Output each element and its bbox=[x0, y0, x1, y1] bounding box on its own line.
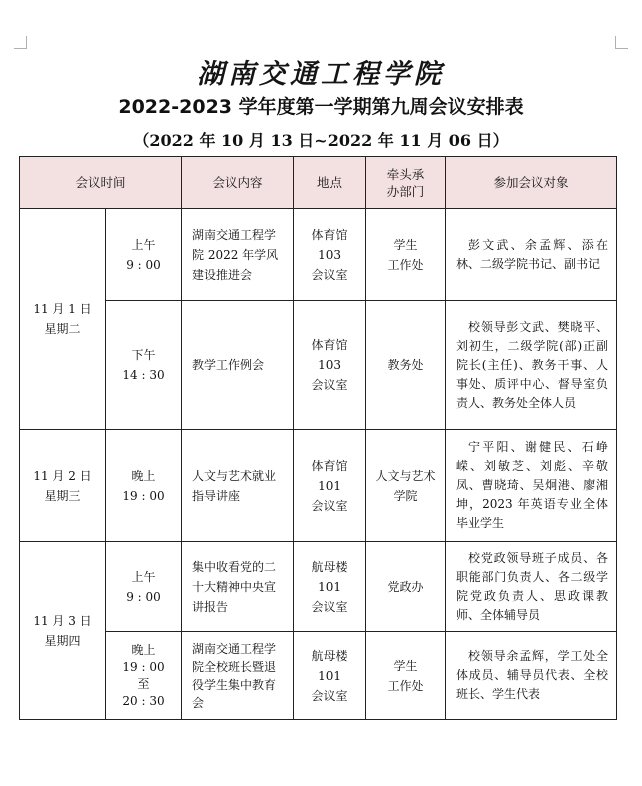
table-row bbox=[20, 542, 617, 632]
meeting-time: 晚上 19 : 00 至 20 : 30 bbox=[106, 632, 182, 720]
meeting-dept: 学生 工作处 bbox=[366, 209, 446, 301]
meeting-content: 人文与艺术就业指导讲座 bbox=[182, 430, 294, 542]
table-row bbox=[20, 430, 617, 542]
meeting-attendees: 校领导余孟辉，学工处全体成员、辅导员代表、全校班长、学生代表 bbox=[446, 632, 617, 720]
table-row bbox=[20, 209, 617, 301]
header-dept: 牵头承 办部门 bbox=[366, 157, 446, 209]
meeting-time: 上午 9 : 00 bbox=[106, 542, 182, 632]
meeting-location: 航母楼 101 会议室 bbox=[294, 542, 366, 632]
day-date: 11 月 3 日 星期四 bbox=[20, 542, 106, 720]
meeting-location: 体育馆 103 会议室 bbox=[294, 301, 366, 430]
meeting-dept: 人文与艺术学院 bbox=[366, 430, 446, 542]
meeting-time: 上午 9 : 00 bbox=[106, 209, 182, 301]
meeting-dept: 学生 工作处 bbox=[366, 632, 446, 720]
meeting-location: 体育馆 101 会议室 bbox=[294, 430, 366, 542]
day-date: 11 月 1 日 星期二 bbox=[20, 209, 106, 430]
corner-mark-left bbox=[14, 36, 27, 49]
meeting-dept: 教务处 bbox=[366, 301, 446, 430]
meeting-content: 湖南交通工程学院全校班长暨退役学生集中教育会 bbox=[182, 632, 294, 720]
date-range: （2022 年 10 月 13 日~2022 年 11 月 06 日） bbox=[133, 131, 509, 150]
table-row bbox=[20, 632, 617, 720]
school-name: 湖南交通工程学院 bbox=[197, 59, 445, 90]
document-title: 2022-2023 学年度第一学期第九周会议安排表 bbox=[118, 96, 524, 118]
meeting-dept: 党政办 bbox=[366, 542, 446, 632]
meeting-location: 航母楼 101 会议室 bbox=[294, 632, 366, 720]
meeting-content: 集中收看党的二十大精神中央宣讲报告 bbox=[182, 542, 294, 632]
header-attendees: 参加会议对象 bbox=[446, 157, 617, 209]
table-header-row bbox=[20, 157, 617, 209]
day-date: 11 月 2 日 星期三 bbox=[20, 430, 106, 542]
table-row bbox=[20, 301, 617, 430]
meeting-attendees: 校领导彭文武、樊晓平、刘初生，二级学院(部)正副院长(主任)、教务干事、人事处、质评中心、督导室负责人、教务处全体人员 bbox=[446, 301, 617, 430]
meeting-time: 下午 14 : 30 bbox=[106, 301, 182, 430]
meeting-content: 教学工作例会 bbox=[182, 301, 294, 430]
header-content: 会议内容 bbox=[182, 157, 294, 209]
corner-mark-right bbox=[615, 36, 628, 49]
meeting-schedule-table bbox=[19, 156, 617, 720]
meeting-location: 体育馆 103 会议室 bbox=[294, 209, 366, 301]
meeting-attendees: 彭文武、余孟辉、添在林、二级学院书记、副书记 bbox=[446, 209, 617, 301]
header-time: 会议时间 bbox=[20, 157, 182, 209]
header-location: 地点 bbox=[294, 157, 366, 209]
meeting-time: 晚上 19 : 00 bbox=[106, 430, 182, 542]
meeting-attendees: 校党政领导班子成员、各职能部门负责人、各二级学院党政负责人、思政课教师、全体辅导员 bbox=[446, 542, 617, 632]
meeting-content: 湖南交通工程学院 2022 年学风建设推进会 bbox=[182, 209, 294, 301]
meeting-attendees: 宁平阳、谢健民、石峥嵘、刘敏芝、刘彪、辛敬凤、曹晓琦、吴炯港、廖湘坤，2023 年英语专业全体毕业学生 bbox=[446, 430, 617, 542]
